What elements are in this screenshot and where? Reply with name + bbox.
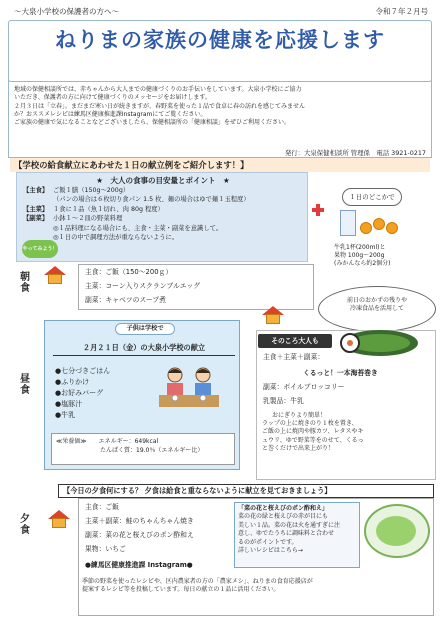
insta-line: 季節の野菜を使ったレシピや、区内農家者の方の「農家メシ」、ねりまの食育応援店が — [82, 578, 313, 585]
guide-label: 【主食】 — [23, 187, 49, 194]
dinner-heading: 【今日の夕食何にする？ 夕食は給食と重ならないように献立を見ておきましょう】 — [58, 484, 434, 498]
guide-label: 【主菜】 — [23, 206, 49, 213]
lunch-item: ●塩豚汁 — [55, 400, 83, 408]
top-note: 〜大泉小学校の保護者の方へ〜 — [14, 7, 119, 16]
house-icon — [48, 510, 70, 528]
intro-line: 地域の保健相談所では、赤ちゃんから大人までの健康づくりのお手伝いをしています。大泉小学校にご協力 — [14, 86, 302, 93]
recipe-line: 美しい１品。菜の花は火を通すぎに注 — [238, 521, 341, 529]
adult-lunch-row: くるっと！一本海苔巻き — [303, 369, 378, 377]
guide-text: （パンの場合は６枚切り食パン 1.5 枚、麺の場合はゆで麺１玉程度） — [53, 196, 250, 203]
house-icon — [44, 266, 66, 284]
dinner-row: 主菜＋副菜：鮭のちゃんちゃん焼き — [85, 517, 194, 525]
dinner-row: 副菜：菜の花と桜えびのポン酢和え — [85, 531, 194, 539]
adult-lunch-row: 主食＋主菜＋副菜： — [263, 353, 325, 361]
recipe-line: 詳しいレシピはこちら→ — [238, 547, 303, 555]
lunch-item: ●ふりかけ — [55, 378, 90, 386]
intro-line: ２月３日は「立春」。まだまだ寒い日が続きますが、春野菜を使った１品で食卓に春の訪れを感じてみません — [14, 102, 306, 110]
guide-text: ◎１日の中で調理方法が重ならないように。 — [53, 234, 179, 241]
school-lunch-box — [44, 320, 240, 470]
breakfast-row: 主食：ご飯（150〜200ｇ） — [85, 268, 173, 276]
meal-char: 食 — [20, 385, 30, 396]
intro-text — [14, 86, 426, 127]
bubble-line: 冷凍食品を活用して — [349, 305, 404, 312]
note-line: ラップの上に焼きのり１枚を置き、 — [262, 420, 358, 428]
recipe-title: 「菜の花と桜えびのポン酢和え」 — [238, 505, 329, 512]
note-line: 果物 100g〜200g — [334, 252, 385, 259]
nutrition-box — [51, 433, 235, 465]
children-eating-illustration — [157, 365, 221, 411]
intro-line: いただき、保護者の方に向けて健康づくりのメッセージをお届けします。 — [14, 94, 211, 102]
insta-line: 提案するレシピ等を投稿しています。毎日の献立の１品に活用ください。 — [82, 586, 280, 594]
section-heading: 【学校の給食献立にあわせた１日の献立例をご紹介します！】 — [10, 158, 430, 172]
breakfast-row: 副菜：キャベツのスープ煮 — [85, 296, 166, 304]
milk-fruit-note — [334, 244, 434, 268]
oneday-bubble: １日のどこかで — [342, 188, 402, 206]
school-tag: 子供は学校で — [115, 323, 175, 335]
lunch-date: ２月２１日（金）の大泉小学校の献立 — [53, 343, 235, 356]
guide-text: １食に１品（魚１切れ、肉 80g 程度） — [53, 206, 164, 213]
meal-char: 朝 — [20, 272, 30, 283]
try-it-badge: やってみよう！ — [22, 240, 58, 258]
recipe-line: 菜の花の緑と桜えびの赤が目にも — [238, 513, 329, 521]
intro-line: ご家族の健康で気になることなどございましたら、保健相談所の「健康相談」をぜひご利用ください。 — [14, 119, 291, 127]
issuer-line: 発行：大泉保健相談所 管理係 電話 3921-0217 — [284, 149, 426, 157]
dinner-row: 果物：いちご — [85, 545, 126, 553]
guide-title: ★ 大人の食事の目安量とポイント ★ — [96, 176, 230, 185]
plus-icon — [312, 204, 324, 216]
nutrition-label: ≪栄養価≫ — [56, 438, 87, 445]
meal-char: 食 — [20, 283, 30, 294]
meal-char: 食 — [20, 525, 30, 536]
dinner-label — [20, 514, 30, 536]
salad-photo — [364, 504, 430, 558]
note-line: と巻くだけで出来上がり！ — [262, 444, 335, 452]
energy-value: エネルギー：649kcal — [98, 438, 159, 445]
orange-icon — [360, 218, 400, 236]
guide-text: ご飯１膳（150g〜200g） — [53, 187, 130, 194]
guide-row — [23, 234, 305, 242]
recipe-line: 意し、ゆでたうちに調味料と合わせ — [238, 530, 335, 538]
note-line: 牛乳1杯(200ml)と — [334, 244, 386, 251]
meal-guide-box — [16, 172, 308, 262]
meal-char: 夕 — [20, 514, 30, 525]
note-line: ュウリ、ゆで野菜等をのせて、くるっ — [262, 436, 364, 444]
page-title: ねりまの家族の健康を応援します — [55, 28, 385, 52]
meal-char: 昼 — [20, 374, 30, 385]
lunch-item: ●お好みバーグ — [55, 389, 104, 397]
lunch-item: ●牛乳 — [55, 411, 76, 419]
intro-line: か？おススメレシピは練馬区健康推進課Instagramにてご覧ください。 — [14, 110, 207, 118]
breakfast-menu — [78, 264, 314, 310]
bubble-line: 前日のおかずの残りや — [346, 297, 407, 304]
note-line: おにぎりより簡単！ — [272, 412, 327, 419]
dinner-row: 主食：ご飯 — [85, 503, 119, 511]
instagram-title: ●練馬区健康推進課 Instagram● — [85, 561, 193, 569]
guide-row — [23, 206, 305, 214]
guide-row — [23, 225, 305, 233]
house-icon — [262, 306, 284, 324]
guide-row — [23, 187, 305, 195]
lunch-item: ●七分づきごはん — [55, 367, 111, 375]
guide-row — [23, 196, 305, 204]
note-line: ご飯の上に焼肉や豚カツ、レタスやキ — [262, 428, 364, 436]
adult-lunch-row: 乳製品：牛乳 — [263, 397, 304, 405]
note-line: (みかんなら約2個分) — [334, 260, 391, 267]
guide-row — [23, 215, 305, 223]
lunch-label — [20, 374, 30, 396]
norimaki-illustration — [340, 326, 420, 360]
milk-icon — [340, 210, 356, 236]
adult-lunch-row: 副菜：ボイルブロッコリー — [263, 383, 345, 391]
guide-text: 小鉢１〜２皿の野菜料理 — [53, 215, 123, 222]
breakfast-label — [20, 272, 30, 294]
guide-text: ◎１品料理になる場合にも、主食・主菜・副菜を意識して。 — [53, 225, 223, 232]
instagram-text — [82, 578, 428, 595]
breakfast-row: 主菜：コーン入りスクランブルエッグ — [85, 282, 201, 290]
protein-value: たんぱく質：19.0％（エネルギー比） — [100, 447, 204, 454]
recipe-box — [234, 502, 360, 568]
issue-date: 令和７年２月号 — [375, 7, 428, 16]
guide-label: 【副菜】 — [23, 215, 49, 222]
recipe-line: るのがポイントです。 — [238, 538, 298, 546]
adult-tag: そのころ大人も — [258, 334, 332, 348]
norimaki-note — [262, 412, 410, 453]
